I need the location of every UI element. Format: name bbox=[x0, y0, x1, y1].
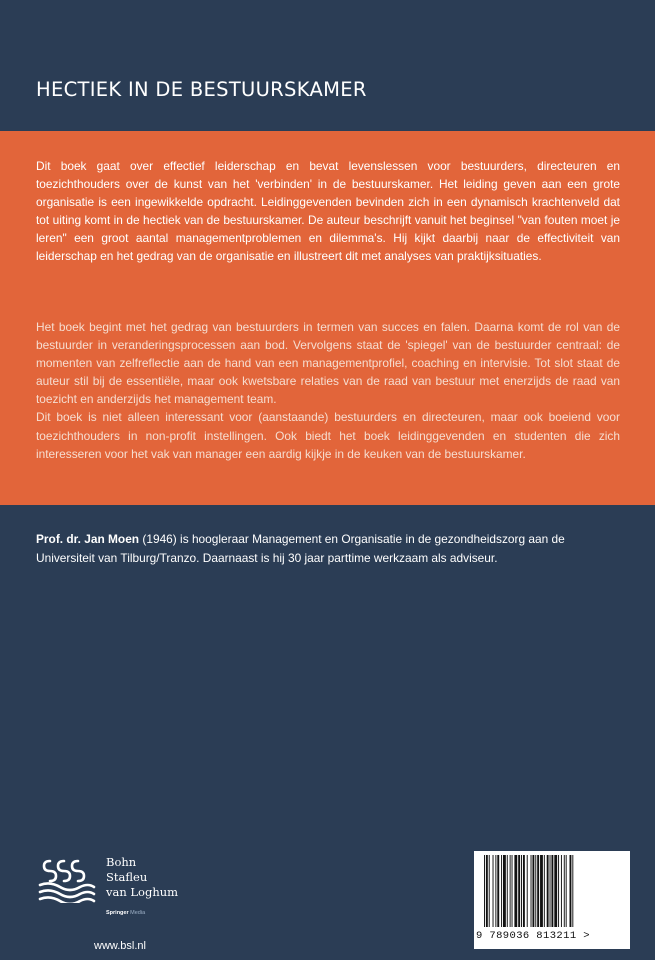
barcode-bar bbox=[531, 855, 532, 927]
blurb-paragraph-2 bbox=[36, 318, 620, 463]
barcode-bar bbox=[561, 855, 562, 927]
barcode-bar bbox=[550, 855, 551, 927]
barcode-bar bbox=[547, 855, 549, 927]
barcode-bar bbox=[554, 855, 557, 927]
barcode-bar bbox=[572, 855, 573, 927]
media-label: Media bbox=[130, 910, 146, 916]
barcode-bar bbox=[544, 855, 545, 927]
springer-label: Springer bbox=[106, 910, 129, 916]
barcode-bar bbox=[521, 855, 522, 927]
publisher-name bbox=[106, 855, 178, 900]
barcode-bar bbox=[503, 855, 506, 927]
author-name: Prof. dr. Jan Moen bbox=[36, 532, 140, 546]
barcode-bar bbox=[510, 855, 511, 927]
barcode-bar bbox=[537, 855, 539, 927]
barcode-bar bbox=[566, 855, 567, 927]
isbn-barcode bbox=[482, 855, 610, 927]
barcode-bar bbox=[535, 855, 536, 927]
publisher-name-line-1: Bohn bbox=[106, 855, 137, 869]
barcode-bar bbox=[495, 855, 496, 927]
barcode-bar bbox=[558, 855, 559, 927]
barcode-bar bbox=[514, 855, 517, 927]
barcode-bar bbox=[501, 855, 502, 927]
barcode-bar bbox=[484, 855, 485, 927]
blurb-paragraph-2a: Het boek begint met het gedrag van bestuurders in termen van succes en falen. Daarna komt de rol van de bestuurder in veranderingsprocessen aan bod. Vervolgens staat de 'spiegel' van de bestuurder centraal: de momenten van zelfreflectie aan de hand van een managementprofiel, coaching en intervisie. Tot slot staat de auteur stil bij de essentiële, maar ook kwetsbare relaties van de raad van bestuur met enerzijds de raad van toezicht en anderzijds het management team. bbox=[36, 320, 620, 407]
barcode-bar bbox=[497, 855, 499, 927]
book-title: HECTIEK IN DE BESTUURSKAMER bbox=[36, 78, 367, 101]
barcode-bar bbox=[570, 855, 572, 927]
author-bio-text: (1946) is hoogleraar Management en Organisatie in de gezondheidszorg aan de Universiteit van Tilburg/Tranzo. Daarnaast is hij 30 jaar parttime werkzaam als adviseur. bbox=[36, 532, 565, 565]
barcode-bar bbox=[507, 855, 508, 927]
bsl-logo-icon bbox=[36, 855, 98, 903]
barcode-bar bbox=[564, 855, 565, 927]
barcode-bar bbox=[493, 855, 494, 927]
author-bio bbox=[36, 530, 620, 568]
title-band bbox=[0, 0, 655, 131]
barcode-bar bbox=[540, 855, 543, 927]
barcode-bar bbox=[551, 855, 553, 927]
barcode-bar bbox=[518, 855, 520, 927]
barcode-bar bbox=[532, 855, 534, 927]
blurb-paragraph-2b: Dit boek is niet alleen interessant voor (aanstaande) bestuurders en directeuren, maar ook boeiend voor toezichthouders in non-profit instellingen. Ook biedt het boek leidinggevenden en studenten die zich interesseren voor het vak van manager een aardig kijkje in de keuken van de bestuurskamer. bbox=[36, 410, 620, 461]
blurb-paragraph-1: Dit boek gaat over effectief leiderschap en bevat levenslessen voor bestuurders, directeuren en toezichthouders over de kunst van het 'verbinden' in de bestuurskamer. Het leiding geven aan een grote organisatie is een ingewikkelde opdracht. Leidinggevenden bevinden zich in een dynamisch krachtenveld dat tot uiting komt in de hectiek van de bestuurskamer. De auteur beschrijft vanuit het beginsel "van fouten moet je leren" een groot aantal managementproblemen en dilemma's. Hij kijkt daarbij naar de effectiviteit van leiderschap en het gedrag van de organisatie en illustreert dit met analyses van praktijksituaties. bbox=[36, 159, 620, 264]
barcode-box bbox=[474, 851, 630, 949]
publisher-block bbox=[36, 855, 226, 952]
barcode-bar bbox=[512, 855, 513, 927]
publisher-name-line-3: van Loghum bbox=[106, 885, 179, 899]
barcode-bar bbox=[486, 855, 488, 927]
publisher-name-line-2: Stafleu bbox=[106, 870, 148, 884]
springer-media-label bbox=[106, 910, 145, 916]
barcode-bar bbox=[489, 855, 490, 927]
publisher-website: www.bsl.nl bbox=[94, 940, 146, 952]
isbn-number: 9 789036 813211 > bbox=[476, 930, 590, 942]
barcode-bar bbox=[527, 855, 528, 927]
barcode-bar bbox=[523, 855, 525, 927]
